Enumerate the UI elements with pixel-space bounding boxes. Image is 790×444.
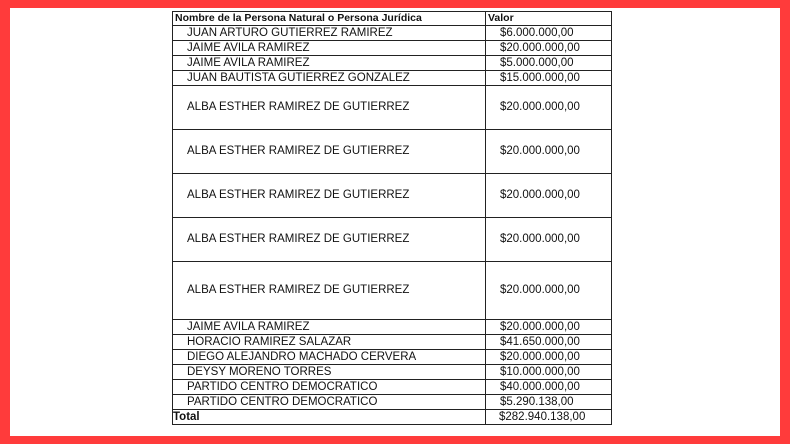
table-row xyxy=(173,262,612,320)
total-row xyxy=(173,410,612,425)
table-row xyxy=(173,395,612,410)
row-value: $5.000.000,00 xyxy=(486,56,612,71)
contributions-table xyxy=(172,11,612,425)
row-value: $40.000.000,00 xyxy=(486,380,612,395)
table-row xyxy=(173,174,612,218)
row-name: JUAN ARTURO GUTIERREZ RAMIREZ xyxy=(173,26,486,41)
table-row xyxy=(173,365,612,380)
row-name: ALBA ESTHER RAMIREZ DE GUTIERREZ xyxy=(173,262,486,320)
table-row xyxy=(173,335,612,350)
row-value: $41.650.000,00 xyxy=(486,335,612,350)
row-name: ALBA ESTHER RAMIREZ DE GUTIERREZ xyxy=(173,174,486,218)
table-row xyxy=(173,41,612,56)
row-name: JAIME AVILA RAMIREZ xyxy=(173,56,486,71)
row-value: $20.000.000,00 xyxy=(486,130,612,174)
document-page xyxy=(10,8,780,436)
row-name: JAIME AVILA RAMIREZ xyxy=(173,41,486,56)
total-label: Total xyxy=(173,410,486,425)
row-name: ALBA ESTHER RAMIREZ DE GUTIERREZ xyxy=(173,86,486,130)
table-row xyxy=(173,320,612,335)
row-value: $20.000.000,00 xyxy=(486,262,612,320)
row-value: $15.000.000,00 xyxy=(486,71,612,86)
row-value: $20.000.000,00 xyxy=(486,218,612,262)
row-name: JAIME AVILA RAMIREZ xyxy=(173,320,486,335)
table-row xyxy=(173,71,612,86)
table-row xyxy=(173,130,612,174)
table-row xyxy=(173,350,612,365)
row-value: $20.000.000,00 xyxy=(486,350,612,365)
row-name: PARTIDO CENTRO DEMOCRATICO xyxy=(173,380,486,395)
row-value: $20.000.000,00 xyxy=(486,86,612,130)
row-name: ALBA ESTHER RAMIREZ DE GUTIERREZ xyxy=(173,130,486,174)
table-header-row xyxy=(173,12,612,26)
row-name: HORACIO RAMIREZ SALAZAR xyxy=(173,335,486,350)
row-name: PARTIDO CENTRO DEMOCRATICO xyxy=(173,395,486,410)
header-value: Valor xyxy=(486,12,612,26)
table-row xyxy=(173,86,612,130)
row-name: DIEGO ALEJANDRO MACHADO CERVERA xyxy=(173,350,486,365)
row-name: ALBA ESTHER RAMIREZ DE GUTIERREZ xyxy=(173,218,486,262)
header-name: Nombre de la Persona Natural o Persona Jurídica xyxy=(173,12,486,26)
table-row xyxy=(173,56,612,71)
row-value: $20.000.000,00 xyxy=(486,41,612,56)
row-name: DEYSY MORENO TORRES xyxy=(173,365,486,380)
table-row xyxy=(173,380,612,395)
row-value: $5.290.138,00 xyxy=(486,395,612,410)
table-row xyxy=(173,26,612,41)
total-value: $282.940.138,00 xyxy=(486,410,612,425)
row-value: $6.000.000,00 xyxy=(486,26,612,41)
row-value: $20.000.000,00 xyxy=(486,320,612,335)
row-value: $20.000.000,00 xyxy=(486,174,612,218)
row-name: JUAN BAUTISTA GUTIERREZ GONZALEZ xyxy=(173,71,486,86)
table-row xyxy=(173,218,612,262)
row-value: $10.000.000,00 xyxy=(486,365,612,380)
